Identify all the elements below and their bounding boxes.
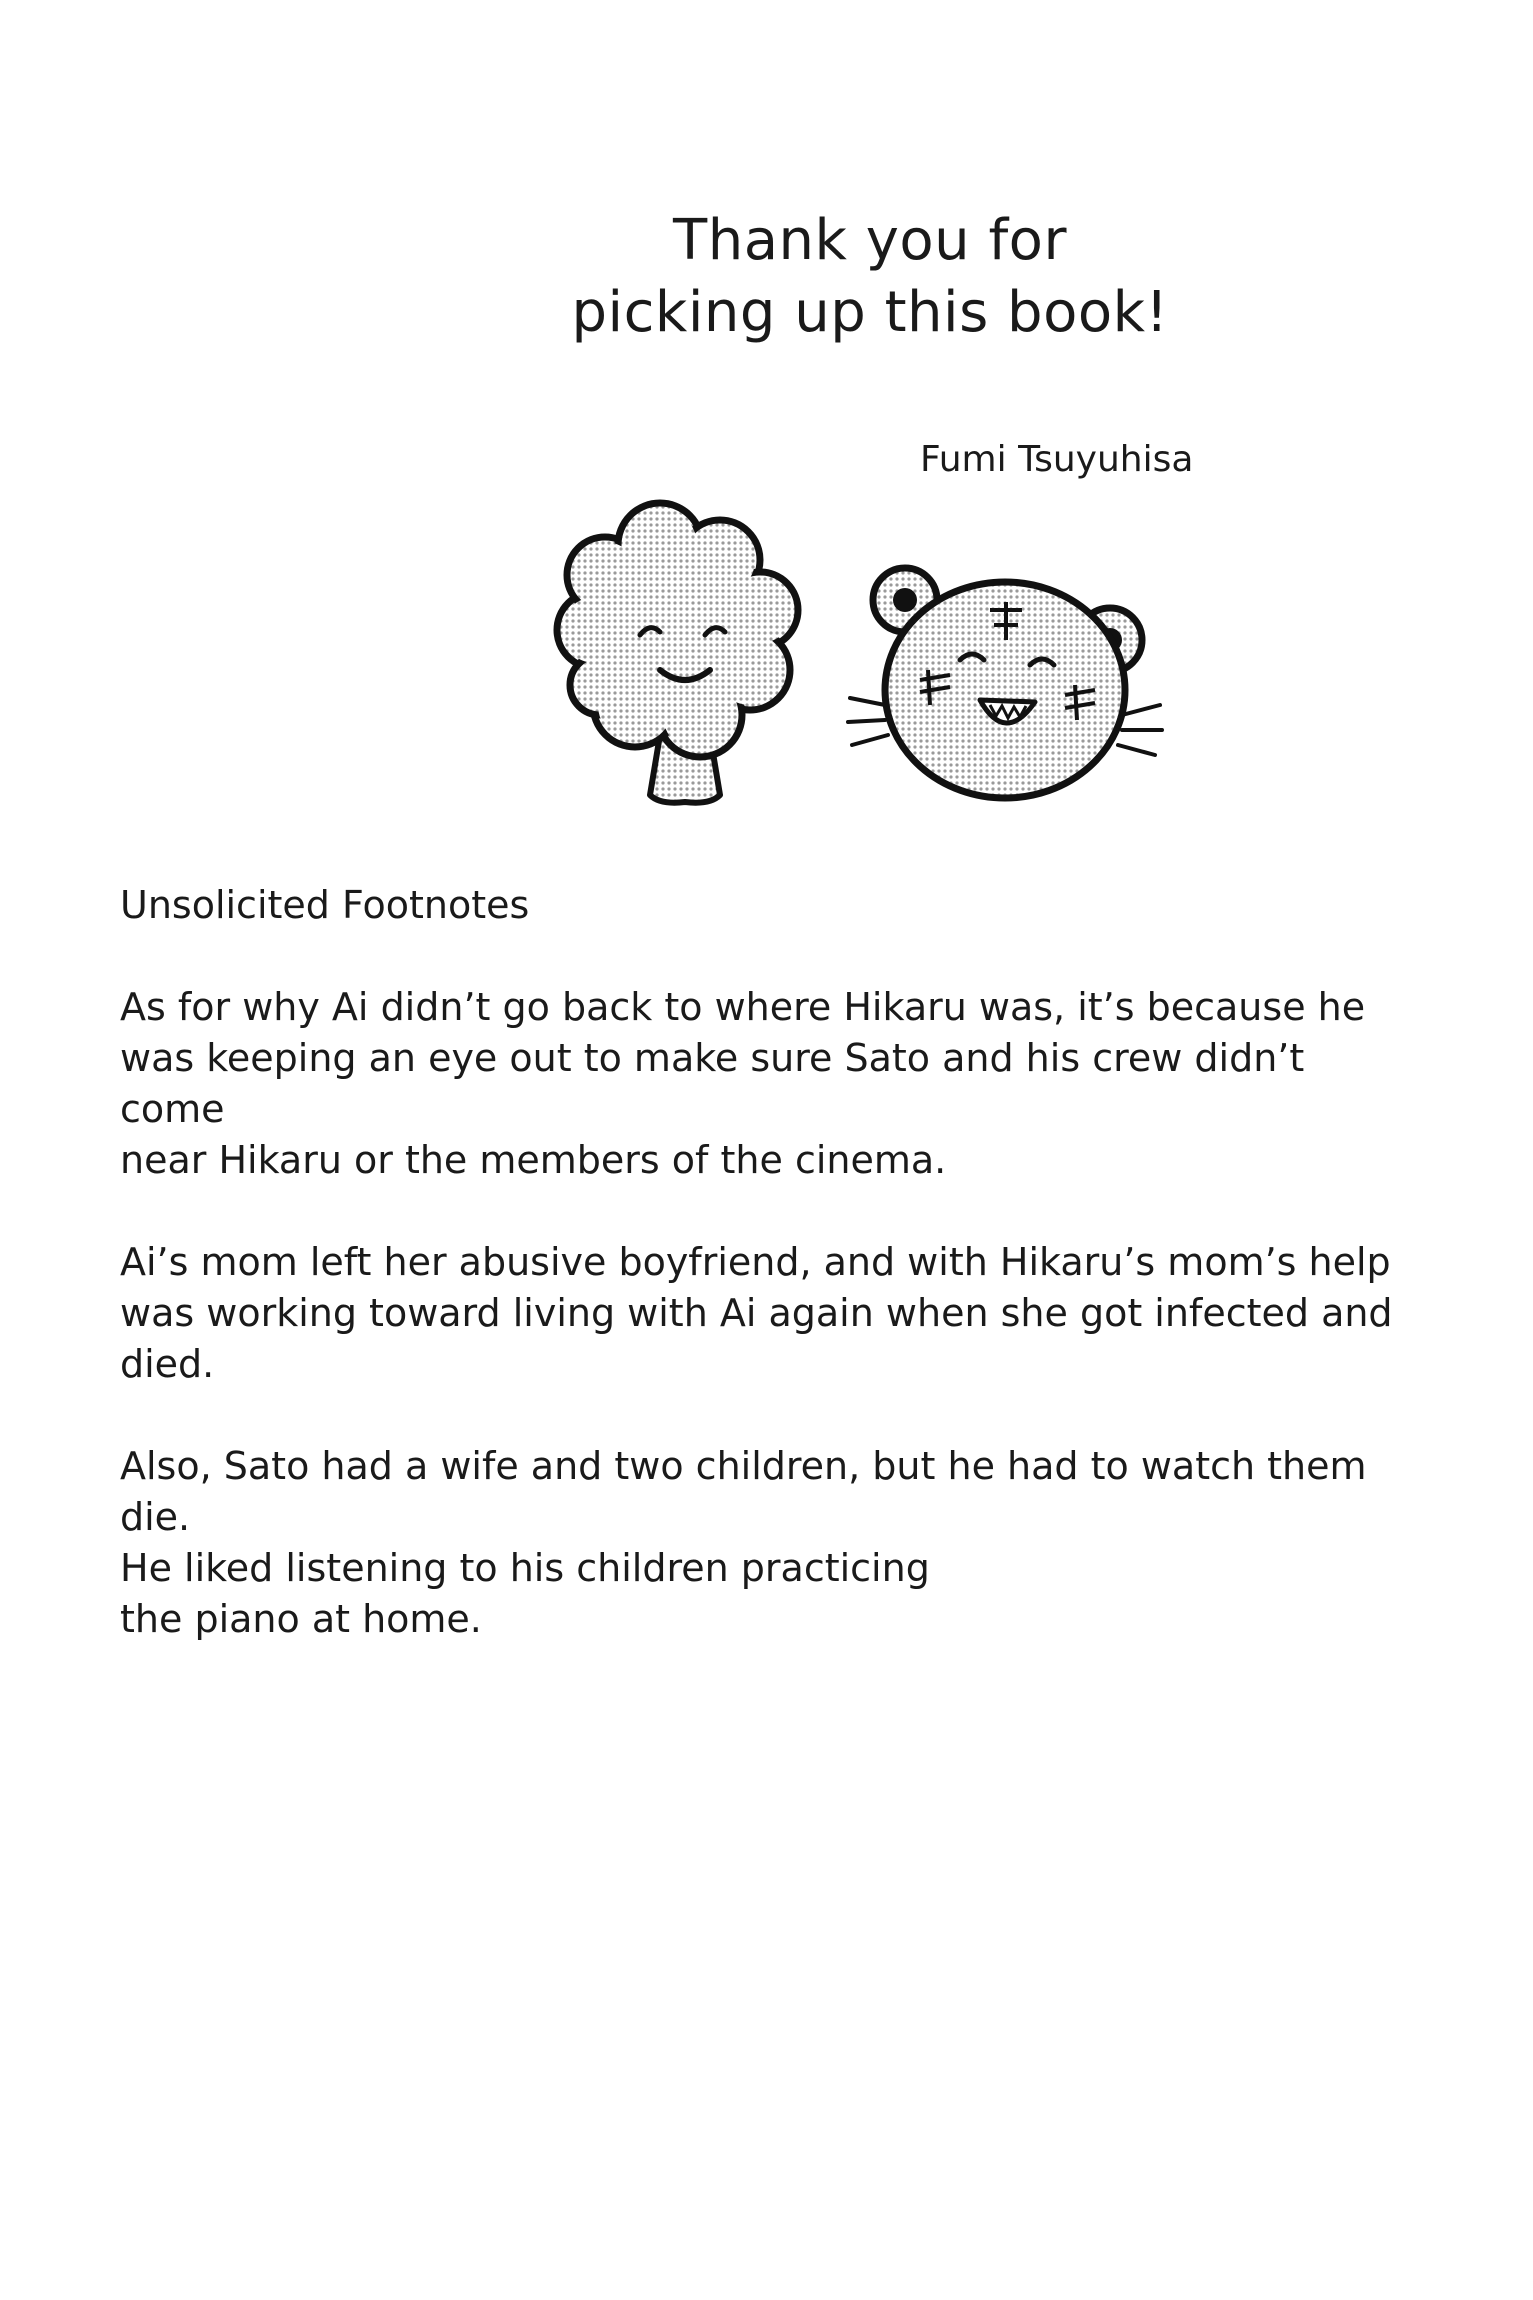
- author-name: Fumi Tsuyuhisa: [920, 439, 1194, 480]
- footnote-paragraph-1: [120, 982, 1420, 1186]
- thank-you-line-1: Thank you for: [673, 208, 1067, 273]
- footnote-line: Ai’s mom left her abusive boyfriend, and with Hikaru’s mom’s help: [120, 1240, 1391, 1284]
- thank-you-message: [540, 205, 1200, 349]
- footnote-paragraph-3: [120, 1441, 1420, 1645]
- footnote-line: Also, Sato had a wife and two children, but he had to watch them die.: [120, 1444, 1367, 1539]
- footnotes-section: [120, 880, 1420, 1696]
- footnote-line: As for why Ai didn’t go back to where Hikaru was, it’s because he: [120, 985, 1366, 1029]
- footnote-line: He liked listening to his children practicing: [120, 1546, 930, 1590]
- footnotes-heading: Unsolicited Footnotes: [120, 883, 530, 927]
- footnote-paragraph-2: [120, 1237, 1420, 1390]
- author-illustration: [510, 480, 1170, 850]
- footnote-line: near Hikaru or the members of the cinema.: [120, 1138, 947, 1182]
- footnote-line: was keeping an eye out to make sure Sato and his crew didn’t come: [120, 1036, 1305, 1131]
- broccoli-character-icon: [557, 503, 798, 803]
- footnote-line: died.: [120, 1342, 215, 1386]
- tiger-character-icon: [848, 568, 1162, 798]
- footnote-line: was working toward living with Ai again when she got infected and: [120, 1291, 1393, 1335]
- thank-you-line-2: picking up this book!: [571, 280, 1169, 345]
- footnote-line: the piano at home.: [120, 1597, 482, 1641]
